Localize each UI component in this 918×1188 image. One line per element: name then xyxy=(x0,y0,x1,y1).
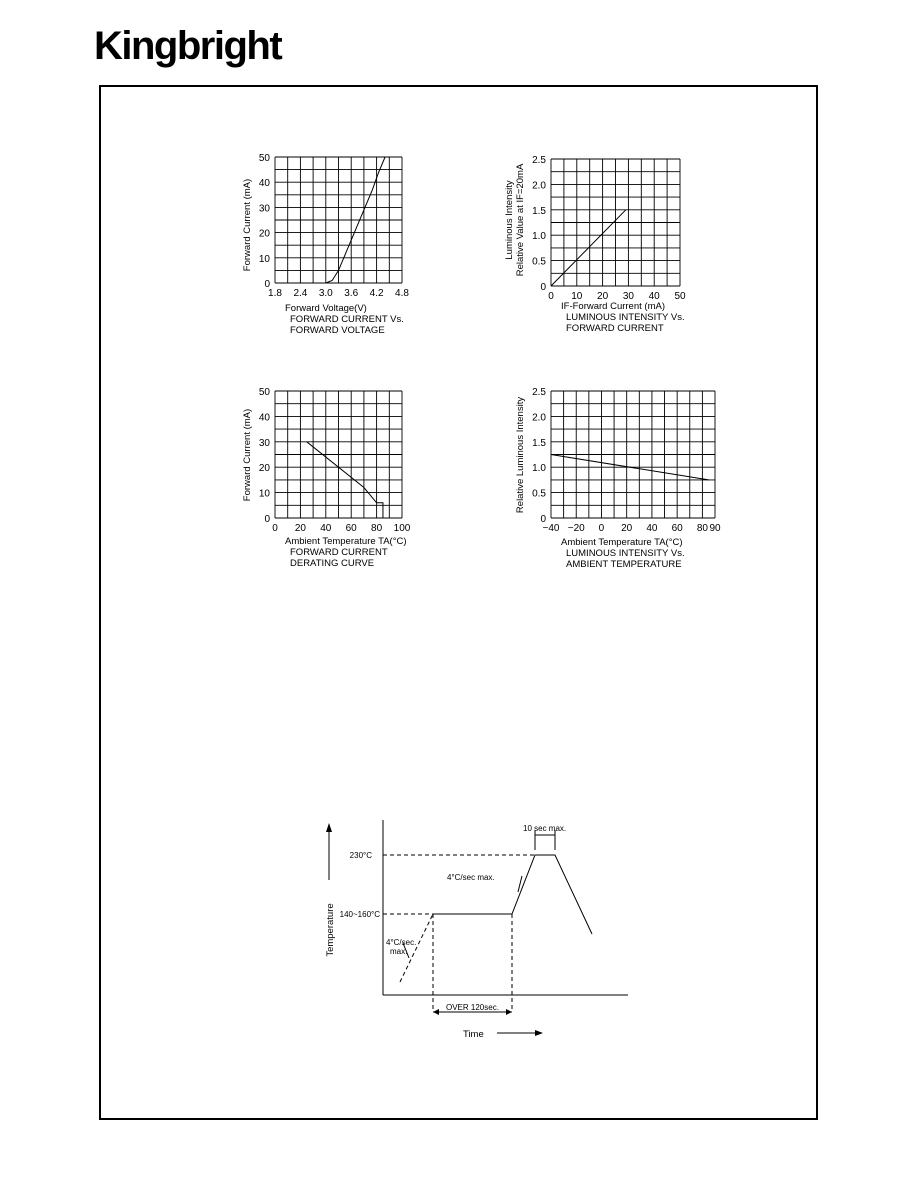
y-tick-label: 0 xyxy=(264,514,270,525)
y-tick-label: 1.5 xyxy=(532,205,546,217)
x-tick-label: 3.0 xyxy=(318,288,333,299)
x-tick-label: 0 xyxy=(272,523,278,534)
x-tick-label: 90 xyxy=(709,523,721,534)
y-tick-label: 0 xyxy=(540,514,546,525)
y-tick-label: 0.5 xyxy=(532,256,546,268)
y-tick-label: 20 xyxy=(258,228,270,240)
y-tick-label: 40 xyxy=(258,178,270,190)
y-axis-label: Relative Value at IF=20mA xyxy=(515,163,526,277)
y-tick-label: 0 xyxy=(264,279,270,290)
x-axis-label: Ambient Temperature TA(°C) xyxy=(285,536,407,547)
y-axis-label: Temperature xyxy=(325,903,336,957)
x-tick-label: 1.8 xyxy=(268,288,282,299)
arrow-right xyxy=(535,1030,543,1036)
y-axis-label: Relative Luminous Intensity xyxy=(515,396,526,514)
y-axis-label: Forward Current (mA) xyxy=(242,408,253,502)
chart-caption: LUMINOUS INTENSITY Vs. xyxy=(566,548,685,559)
preheat-temp-label: 140~160°C xyxy=(339,910,380,919)
x-tick-label: 80 xyxy=(696,523,708,534)
peak-temp-label: 230°C xyxy=(349,851,372,860)
arrow-right xyxy=(506,1009,512,1015)
y-tick-label: 0 xyxy=(540,282,546,293)
arrow-left xyxy=(433,1009,439,1015)
chart-caption: LUMINOUS INTENSITY Vs. xyxy=(566,312,685,323)
y-tick-label: 2.0 xyxy=(532,180,546,192)
x-tick-label: 80 xyxy=(371,523,383,534)
chart-derate xyxy=(242,387,411,569)
x-tick-label: 40 xyxy=(648,291,660,302)
y-tick-label: 1.0 xyxy=(532,231,546,243)
grid xyxy=(275,157,402,283)
x-tick-label: 20 xyxy=(294,523,306,534)
x-tick-label: 20 xyxy=(597,291,609,302)
x-tick-label: 2.4 xyxy=(293,288,308,299)
arrow-up xyxy=(326,823,332,832)
x-tick-label: −40 xyxy=(542,523,560,534)
chart-fv xyxy=(242,153,409,336)
chart-caption: AMBIENT TEMPERATURE xyxy=(566,559,682,570)
x-tick-label: 3.6 xyxy=(344,288,359,299)
ramp-rate-label: 4°C/sec. xyxy=(386,938,417,947)
x-axis-label: Forward Voltage(V) xyxy=(285,303,367,314)
x-tick-label: 4.2 xyxy=(369,288,384,299)
x-tick-label: 60 xyxy=(345,523,357,534)
y-tick-label: 0.5 xyxy=(532,488,546,500)
x-tick-label: 40 xyxy=(320,523,332,534)
y-tick-label: 10 xyxy=(258,488,270,500)
x-tick-label: 40 xyxy=(646,523,658,534)
grid xyxy=(551,391,715,518)
ramp-rate-label: max. xyxy=(390,947,408,956)
preheat-dwell-label: OVER 120sec. xyxy=(446,1003,499,1012)
grid xyxy=(275,391,402,518)
y-tick-label: 10 xyxy=(258,253,270,265)
x-tick-label: 10 xyxy=(571,291,583,302)
y-tick-label: 1.5 xyxy=(532,437,546,449)
y-tick-label: 20 xyxy=(258,463,270,475)
y-tick-label: 30 xyxy=(258,203,270,215)
x-tick-label: −20 xyxy=(567,523,585,534)
x-axis-label: Time xyxy=(463,1029,484,1040)
x-axis-label: Ambient Temperature TA(°C) xyxy=(561,537,683,548)
x-tick-label: 4.8 xyxy=(395,288,409,299)
x-tick-label: 50 xyxy=(674,291,686,302)
y-tick-label: 2.5 xyxy=(532,387,546,398)
kingbright-logo: Kingbright xyxy=(94,24,282,68)
y-tick-label: 50 xyxy=(258,153,270,164)
x-tick-label: 60 xyxy=(671,523,683,534)
x-tick-label: 100 xyxy=(393,523,411,534)
chart-caption: FORWARD CURRENT xyxy=(290,547,388,558)
y-tick-label: 2.5 xyxy=(532,155,546,166)
x-tick-label: 30 xyxy=(622,291,634,302)
chart-temp xyxy=(515,387,721,570)
x-tick-label: 0 xyxy=(548,291,554,302)
ramp-rate-label: 4°C/sec max. xyxy=(447,873,495,882)
y-tick-label: 40 xyxy=(258,412,270,424)
x-axis-label: IF-Forward Current (mA) xyxy=(561,301,665,312)
x-tick-label: 20 xyxy=(621,523,633,534)
peak-dwell-label: 10 sec max. xyxy=(523,824,567,833)
y-tick-label: 30 xyxy=(258,437,270,449)
chart-caption: FORWARD CURRENT xyxy=(566,323,664,334)
chart-caption: DERATING CURVE xyxy=(290,558,375,569)
y-tick-label: 50 xyxy=(258,387,270,398)
y-axis-label: Luminous Intensity xyxy=(504,180,515,260)
y-axis-label: Forward Current (mA) xyxy=(242,178,253,272)
x-tick-label: 0 xyxy=(598,523,605,534)
y-tick-label: 1.0 xyxy=(532,463,546,475)
chart-caption: FORWARD CURRENT Vs. xyxy=(290,314,404,325)
chart-iv xyxy=(504,155,686,334)
solder-profile xyxy=(325,820,628,1040)
chart-caption: FORWARD VOLTAGE xyxy=(290,325,385,336)
y-tick-label: 2.0 xyxy=(532,412,546,424)
